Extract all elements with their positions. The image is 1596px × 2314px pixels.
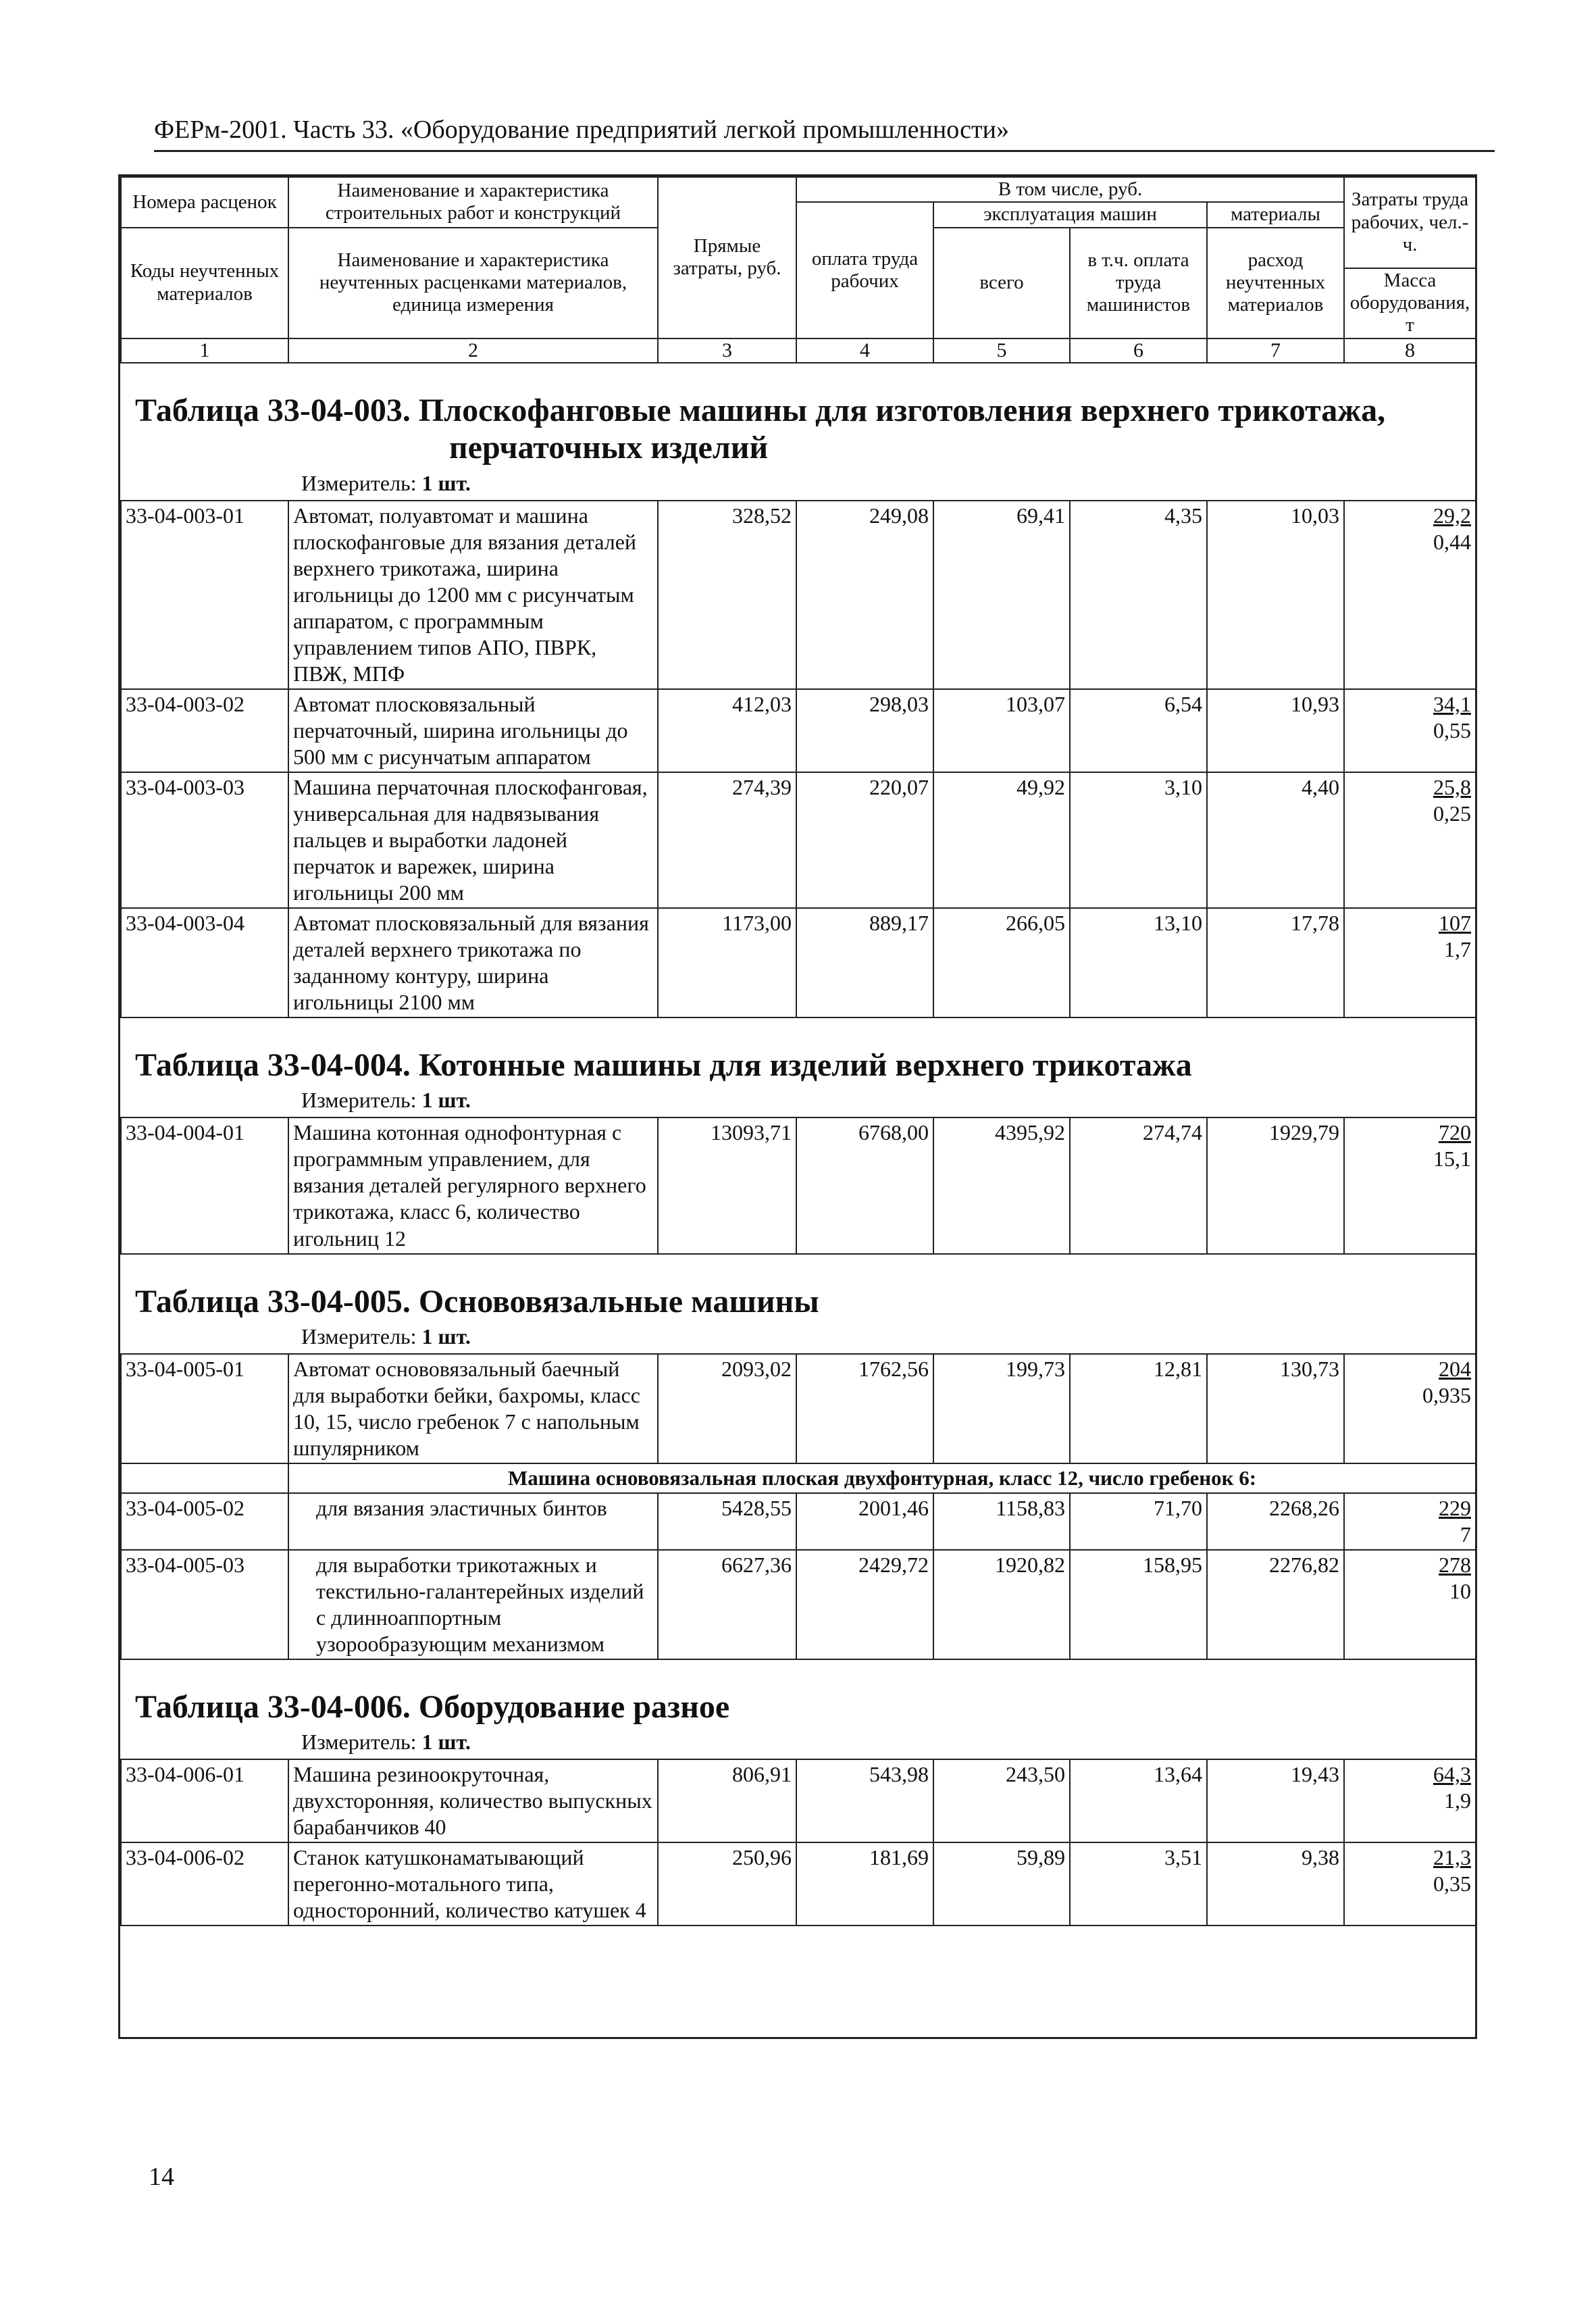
direct-cost: 2093,02	[658, 1354, 796, 1463]
labor-hours: 720	[1439, 1120, 1471, 1145]
wages-cost: 2001,46	[796, 1493, 933, 1550]
rates-table	[118, 174, 1477, 2039]
section-title-line: перчаточных изделий	[449, 430, 769, 466]
rate-name: Станок катушконаматывающий перегонно-мотального типа, односторонний, количество катушек 4	[288, 1842, 658, 1926]
unit-value: 1 шт.	[421, 1324, 471, 1349]
table-section	[120, 1660, 1475, 1926]
operators-cost: 3,10	[1070, 772, 1207, 908]
wages-cost: 220,07	[796, 772, 933, 908]
table-header	[120, 176, 1476, 363]
rate-name: для выработки трикотажных и текстильно-галантерейных изделий с длинноаппортным узорообразующим механизмом	[288, 1550, 658, 1659]
rate-code: 33-04-003-03	[121, 772, 288, 908]
col-number: 7	[1207, 338, 1344, 363]
machines-cost: 266,05	[933, 908, 1070, 1017]
unit-of-measure	[120, 467, 1475, 500]
unit-value: 1 шт.	[421, 1730, 471, 1755]
col8-header-bottom: Масса оборудования, т	[1344, 268, 1476, 338]
table-row	[121, 1842, 1476, 1926]
col5-header: всего	[933, 228, 1070, 338]
equipment-mass: 7	[1460, 1521, 1471, 1546]
labor-mass-cell	[1344, 772, 1476, 908]
labor-hours: 278	[1439, 1552, 1471, 1577]
materials-cost: 10,03	[1207, 501, 1344, 689]
operators-cost: 158,95	[1070, 1550, 1207, 1659]
group-header: В том числе, руб.	[796, 177, 1344, 202]
rate-code: 33-04-003-04	[121, 908, 288, 1017]
col2-header-bottom: Наименование и характеристика неучтенных расценками материалов, единица измерения	[288, 228, 658, 338]
materials-cost: 9,38	[1207, 1842, 1344, 1926]
wages-cost: 889,17	[796, 908, 933, 1017]
operators-cost: 71,70	[1070, 1493, 1207, 1550]
labor-hours: 64,3	[1433, 1762, 1471, 1787]
unit-label: Измеритель:	[301, 1324, 417, 1349]
table-row	[121, 1354, 1476, 1463]
labor-mass-cell	[1344, 1759, 1476, 1842]
rate-code: 33-04-003-02	[121, 689, 288, 772]
wages-cost: 2429,72	[796, 1550, 933, 1659]
col-number: 5	[933, 338, 1070, 363]
materials-cost: 1929,79	[1207, 1117, 1344, 1253]
materials-cost: 10,93	[1207, 689, 1344, 772]
page-header: ФЕРм-2001. Часть 33. «Оборудование предприятий легкой промышленности»	[154, 115, 1495, 152]
unit-of-measure	[120, 1726, 1475, 1759]
operators-cost: 6,54	[1070, 689, 1207, 772]
section-title	[120, 363, 1475, 466]
col-number: 8	[1344, 338, 1476, 363]
labor-mass-cell	[1344, 501, 1476, 689]
direct-cost: 274,39	[658, 772, 796, 908]
section-title-line: Таблица 33-04-005. Основовязальные машины	[135, 1283, 819, 1319]
table-row	[121, 689, 1476, 772]
unit-label: Измеритель:	[301, 1730, 417, 1755]
page-number: 14	[149, 2163, 174, 2191]
equipment-mass: 0,55	[1433, 718, 1471, 743]
machines-cost: 1158,83	[933, 1493, 1070, 1550]
labor-mass-cell	[1344, 1354, 1476, 1463]
wages-cost: 249,08	[796, 501, 933, 689]
labor-mass-cell	[1344, 908, 1476, 1017]
section-title	[120, 1255, 1475, 1320]
labor-hours: 25,8	[1433, 774, 1471, 799]
wages-cost: 181,69	[796, 1842, 933, 1926]
operators-cost: 4,35	[1070, 501, 1207, 689]
direct-cost: 412,03	[658, 689, 796, 772]
labor-mass-cell	[1344, 689, 1476, 772]
equipment-mass: 0,25	[1433, 801, 1471, 826]
rate-name: Автомат плосковязальный для вязания деталей верхнего трикотажа по заданному контуру, ширина игольницы 2100 мм	[288, 908, 658, 1017]
rate-name: Автомат плосковязальный перчаточный, ширина игольницы до 500 мм с рисунчатым аппаратом	[288, 689, 658, 772]
rate-code: 33-04-005-03	[121, 1550, 288, 1659]
col-number: 6	[1070, 338, 1207, 363]
unit-value: 1 шт.	[421, 470, 471, 495]
labor-hours: 29,2	[1433, 503, 1471, 528]
unit-of-measure	[120, 1084, 1475, 1117]
table-row	[121, 1117, 1476, 1253]
direct-cost: 5428,55	[658, 1493, 796, 1550]
labor-hours: 21,3	[1433, 1845, 1471, 1870]
unit-value: 1 шт.	[421, 1088, 471, 1113]
subgroup-header: Машина основовязальная плоская двухфонтурная, класс 12, число гребенок 6:	[288, 1463, 1476, 1493]
table-row	[121, 1759, 1476, 1842]
col1-header-top: Номера расценок	[121, 177, 288, 228]
section-title-line: Таблица 33-04-004. Котонные машины для изделий верхнего трикотажа	[135, 1047, 1192, 1084]
section-title-line: Таблица 33-04-006. Оборудование разное	[135, 1688, 730, 1725]
empty-cell	[121, 1463, 288, 1493]
equipment-mass: 1,7	[1444, 937, 1471, 962]
equipment-mass: 0,935	[1422, 1382, 1471, 1407]
table-section	[120, 1018, 1475, 1254]
machines-cost: 59,89	[933, 1842, 1070, 1926]
machines-cost: 49,92	[933, 772, 1070, 908]
unit-label: Измеритель:	[301, 1088, 417, 1113]
col1-header-bottom: Коды неучтенных материалов	[121, 228, 288, 338]
col2-header-top: Наименование и характеристика строительных работ и конструкций	[288, 177, 658, 228]
labor-mass-cell	[1344, 1842, 1476, 1926]
col6-header: в т.ч. оплата труда машинистов	[1070, 228, 1207, 338]
section-title	[120, 1660, 1475, 1726]
machines-cost: 1920,82	[933, 1550, 1070, 1659]
machines-cost: 103,07	[933, 689, 1070, 772]
direct-cost: 328,52	[658, 501, 796, 689]
rate-name: для вязания эластичных бинтов	[288, 1493, 658, 1550]
col-number: 4	[796, 338, 933, 363]
equipment-mass: 1,9	[1444, 1788, 1471, 1813]
unit-of-measure	[120, 1320, 1475, 1353]
col4-header: оплата труда рабочих	[796, 202, 933, 338]
operators-cost: 12,81	[1070, 1354, 1207, 1463]
labor-hours: 34,1	[1433, 691, 1471, 716]
equipment-mass: 15,1	[1433, 1147, 1471, 1172]
rates-rows	[120, 1759, 1476, 1926]
rate-code: 33-04-004-01	[121, 1117, 288, 1253]
rates-rows	[120, 500, 1476, 1019]
direct-cost: 13093,71	[658, 1117, 796, 1253]
machines-cost: 243,50	[933, 1759, 1070, 1842]
table-row	[121, 1493, 1476, 1550]
operators-cost: 274,74	[1070, 1117, 1207, 1253]
subgroup-row	[121, 1463, 1476, 1493]
rate-name: Автомат, полуавтомат и машина плоскофанговые для вязания деталей верхнего трикотажа, ширина игольницы до 1200 мм с рисунчатым аппаратом, с программным управлением типов АПО, ПВРК, ПВЖ, МПФ	[288, 501, 658, 689]
col-number: 2	[288, 338, 658, 363]
wages-cost: 298,03	[796, 689, 933, 772]
direct-cost: 1173,00	[658, 908, 796, 1017]
labor-mass-cell	[1344, 1550, 1476, 1659]
section-title	[120, 1018, 1475, 1084]
col7-header: расход неучтенных материалов	[1207, 228, 1344, 338]
machines-cost: 4395,92	[933, 1117, 1070, 1253]
materials-cost: 2268,26	[1207, 1493, 1344, 1550]
machines-cost: 199,73	[933, 1354, 1070, 1463]
materials-cost: 4,40	[1207, 772, 1344, 908]
labor-hours: 204	[1439, 1356, 1471, 1381]
table-section	[120, 363, 1475, 1018]
operators-cost: 3,51	[1070, 1842, 1207, 1926]
direct-cost: 6627,36	[658, 1550, 796, 1659]
rate-code: 33-04-006-02	[121, 1842, 288, 1926]
rate-code: 33-04-005-02	[121, 1493, 288, 1550]
rate-name: Автомат основовязальный баечный для выработки бейки, бахромы, класс 10, 15, число гребенок 7 с напольным шпулярником	[288, 1354, 658, 1463]
materials-cost: 17,78	[1207, 908, 1344, 1017]
table-row	[121, 772, 1476, 908]
rate-code: 33-04-006-01	[121, 1759, 288, 1842]
labor-mass-cell	[1344, 1117, 1476, 1253]
wages-cost: 543,98	[796, 1759, 933, 1842]
rates-rows	[120, 1117, 1476, 1254]
operators-cost: 13,64	[1070, 1759, 1207, 1842]
rate-name: Машина котонная однофонтурная с программным управлением, для вязания деталей регулярного верхнего трикотажа, класс 6, количество игольниц 12	[288, 1117, 658, 1253]
rate-code: 33-04-003-01	[121, 501, 288, 689]
rate-name: Машина перчаточная плоскофанговая, универсальная для надвязывания пальцев и выработки ладоней перчаток и варежек, ширина игольницы 200 мм	[288, 772, 658, 908]
unit-label: Измеритель:	[301, 470, 417, 495]
equipment-mass: 0,35	[1433, 1871, 1471, 1896]
exploitation-header: эксплуатация машин	[933, 202, 1207, 227]
wages-cost: 1762,56	[796, 1354, 933, 1463]
col8-header-top: Затраты труда рабочих, чел.-ч.	[1344, 177, 1476, 268]
col-number: 3	[658, 338, 796, 363]
table-section	[120, 1255, 1475, 1660]
equipment-mass: 0,44	[1433, 529, 1471, 554]
table-sections	[120, 363, 1475, 1926]
rates-rows	[120, 1353, 1476, 1660]
materials-cost: 19,43	[1207, 1759, 1344, 1842]
table-row	[121, 501, 1476, 689]
rate-name: Машина резиноокруточная, двухсторонняя, количество выпускных барабанчиков 40	[288, 1759, 658, 1842]
section-title-line: Таблица 33-04-003. Плоскофанговые машины для изготовления верхнего трикотажа,	[135, 393, 1386, 429]
operators-cost: 13,10	[1070, 908, 1207, 1017]
wages-cost: 6768,00	[796, 1117, 933, 1253]
labor-hours: 229	[1439, 1495, 1471, 1520]
direct-cost: 250,96	[658, 1842, 796, 1926]
col3-header: Прямые затраты, руб.	[658, 177, 796, 338]
materials-cost: 2276,82	[1207, 1550, 1344, 1659]
labor-mass-cell	[1344, 1493, 1476, 1550]
machines-cost: 69,41	[933, 501, 1070, 689]
rate-code: 33-04-005-01	[121, 1354, 288, 1463]
labor-hours: 107	[1439, 911, 1471, 936]
direct-cost: 806,91	[658, 1759, 796, 1842]
col-number: 1	[121, 338, 288, 363]
table-row	[121, 1550, 1476, 1659]
materials-cost: 130,73	[1207, 1354, 1344, 1463]
equipment-mass: 10	[1449, 1578, 1471, 1603]
materials-header: материалы	[1207, 202, 1344, 227]
table-row	[121, 908, 1476, 1017]
